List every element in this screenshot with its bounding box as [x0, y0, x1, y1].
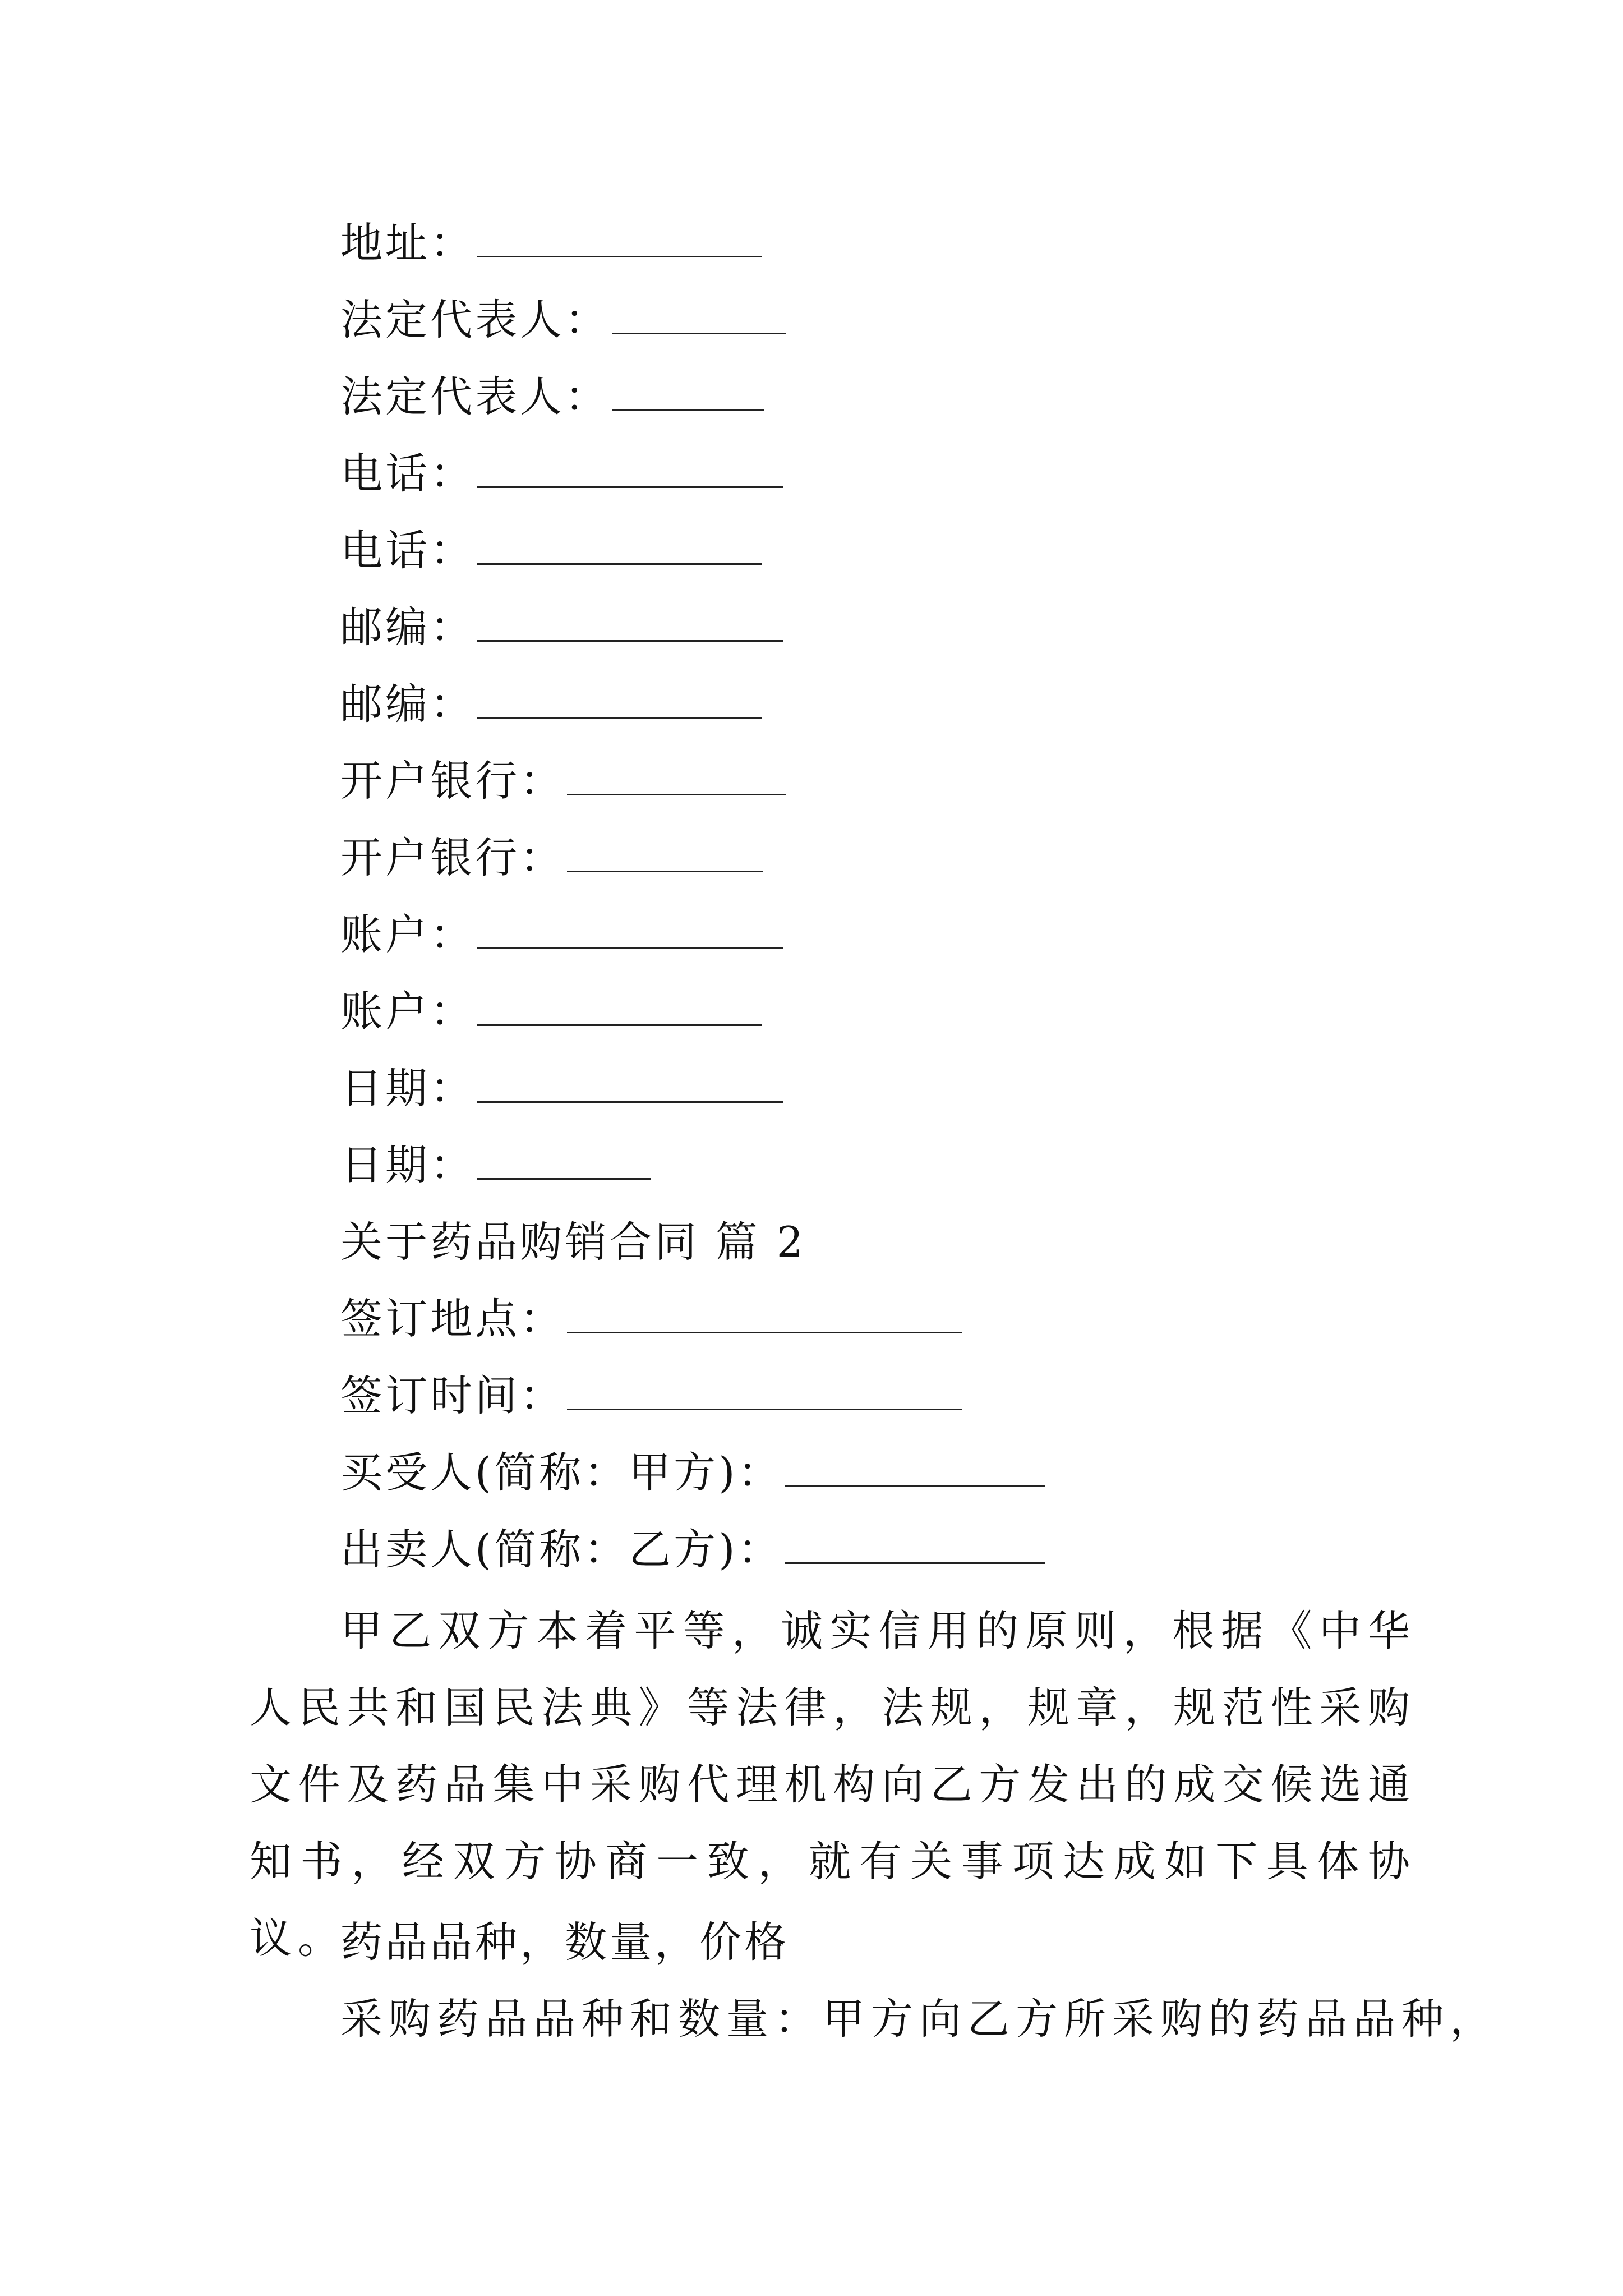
fill-in-blank[interactable] — [477, 601, 783, 642]
field-label: 法定代表人： — [340, 372, 610, 421]
signing-place-field — [340, 1285, 962, 1352]
fill-in-blank[interactable] — [567, 754, 786, 795]
field-label: 邮编： — [340, 679, 476, 729]
field-label: 法定代表人： — [340, 295, 610, 344]
field-label: 开户银行： — [340, 756, 565, 806]
fill-in-blank[interactable] — [567, 831, 763, 872]
bank-field-2 — [340, 824, 763, 891]
fill-in-blank[interactable] — [785, 1523, 1045, 1564]
fill-in-blank[interactable] — [477, 908, 783, 949]
field-label: 电话： — [340, 449, 476, 498]
field-label: 开户银行： — [340, 833, 565, 882]
fill-in-blank[interactable] — [477, 217, 762, 257]
phone-field-1 — [340, 440, 783, 507]
body-text-line: 采购药品品种和数量：甲方向乙方所采购的药品品种， — [340, 1994, 1498, 2044]
field-label: 账户： — [340, 987, 476, 1036]
date-field-1 — [340, 1055, 783, 1122]
phone-field-2 — [340, 517, 762, 584]
field-label: 签订地点： — [340, 1294, 565, 1343]
field-label: 出卖人(简称：乙方)： — [340, 1525, 783, 1574]
fill-in-blank[interactable] — [612, 293, 786, 334]
field-label: 电话： — [340, 526, 476, 575]
fill-in-blank[interactable] — [477, 447, 783, 488]
signing-time-field — [340, 1362, 962, 1429]
address-field-1 — [340, 209, 762, 277]
buyer-field — [340, 1439, 1045, 1506]
seller-field — [340, 1516, 1045, 1583]
field-label: 日期： — [340, 1064, 476, 1113]
section-title: 关于药品购销合同 篇 2 — [340, 1217, 806, 1267]
fill-in-blank[interactable] — [477, 524, 762, 565]
fill-in-blank[interactable] — [477, 1062, 783, 1103]
account-field-2 — [340, 978, 762, 1045]
field-label: 日期： — [340, 1140, 476, 1190]
field-label: 邮编： — [340, 602, 476, 652]
field-label: 买受人(简称：甲方)： — [340, 1448, 783, 1497]
fill-in-blank[interactable] — [477, 1139, 651, 1180]
postcode-field-1 — [340, 593, 783, 661]
fill-in-blank[interactable] — [477, 678, 762, 719]
legal-representative-field-1 — [340, 286, 786, 353]
date-field-2 — [340, 1131, 651, 1199]
intro-paragraph: 甲乙双方本着平等，诚实信用的原则，根据《中华人民共和国民法典》等法律，法规，规章，规范性采购文件及药品集中采购代理机构向乙方发出的成交候选通知书，经双方协商一致，就有关事项达成如下具体协议。 — [250, 1606, 1416, 1963]
section-subheading: 药品品种，数量，价格 — [340, 1917, 790, 1967]
fill-in-blank[interactable] — [612, 370, 764, 411]
fill-in-blank[interactable] — [567, 1369, 962, 1410]
bank-field-1 — [340, 747, 786, 815]
postcode-field-2 — [340, 670, 762, 738]
fill-in-blank[interactable] — [567, 1292, 962, 1333]
field-label: 地址： — [340, 218, 476, 268]
field-label: 账户： — [340, 910, 476, 959]
field-label: 签订时间： — [340, 1371, 565, 1420]
legal-representative-field-2 — [340, 363, 764, 430]
account-field-1 — [340, 901, 783, 968]
fill-in-blank[interactable] — [785, 1446, 1045, 1487]
fill-in-blank[interactable] — [477, 985, 762, 1026]
